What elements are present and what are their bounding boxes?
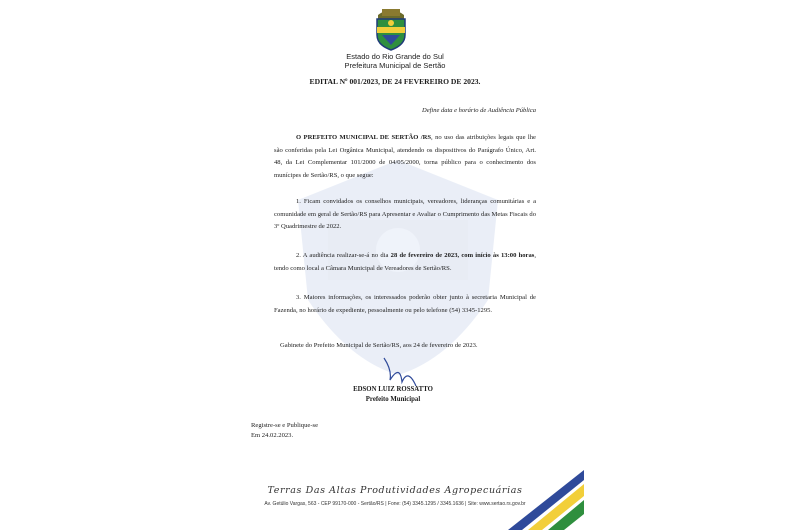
footer-motto: Terras Das Altas Produtividades Agropecuárias — [267, 485, 523, 496]
signature-scribble-icon — [380, 356, 420, 390]
signature-name: EDSON LUIZ ROSSATTO — [353, 386, 433, 393]
item-1-text: 1. Ficam convidados os conselhos municipais, vereadores, lideranças comunitárias e a comunidade em geral de Sertão/RS para Apresentar e Avaliar o Cumprimento das Metas Fiscais do 3º Quadrimestre de 2022. — [274, 198, 536, 231]
item-3-text: 3. Maiores informações, os interessados poderão obter junto à secretaria Municipal de Fazenda, no horário de expediente, pessoalmente ou pelo telefone (54) 3345-1295. — [274, 294, 536, 314]
item-1 — [274, 196, 536, 234]
item-2-bold: 28 de fevereiro de 2023, com início às 13:00 horas — [390, 252, 535, 259]
intro-bold: O PREFEITO MUNICIPAL DE SERTÃO /RS — [296, 134, 432, 141]
header-state: Estado do Rio Grande do Sul — [346, 52, 444, 61]
closing-line: Gabinete do Prefeito Municipal de Sertão/RS, aos 24 de fevereiro de 2023. — [280, 342, 478, 349]
intro-text: , no uso das atribuições legais que lhe são conferidas pela Lei Orgânica Municipal, atendendo os dispositivos do Parágrafo Único, Art. 48, da Lei Complementar 101/2000 de 04/05/2000, torna público para o conhecimento dos munícipes de Sertão/RS, o que segue: — [274, 134, 536, 179]
header-prefecture: Prefeitura Municipal de Sertão — [344, 61, 446, 70]
edict-subject: Define data e horário de Audiência Pública — [422, 107, 536, 114]
signature-role: Prefeito Municipal — [365, 396, 421, 403]
corner-stripes-icon — [500, 470, 584, 530]
intro-paragraph — [274, 132, 536, 182]
edict-title: EDITAL Nº 001/2023, DE 24 FEVEREIRO DE 2023. — [309, 77, 481, 86]
register-line-2: Em 24.02.2023. — [251, 432, 294, 439]
item-2 — [274, 250, 536, 275]
municipal-crest-icon — [370, 5, 412, 51]
register-line-1: Registre-se e Publique-se — [251, 422, 319, 429]
footer-address: Av. Getúlio Vargas, 563 - CEP 99170-000 - Sertão/RS | Fone: (54) 3345.1295 / 3345.1636 | Site: www.sertao.rs.gov.br — [264, 501, 526, 507]
item-2-text-a: 2. A audiência realizar-se-á no dia — [296, 252, 391, 259]
item-3 — [274, 292, 536, 317]
item-2-text-c: , tendo como local a Câmara Municipal de Vereadores de Sertão/RS. — [274, 252, 536, 272]
